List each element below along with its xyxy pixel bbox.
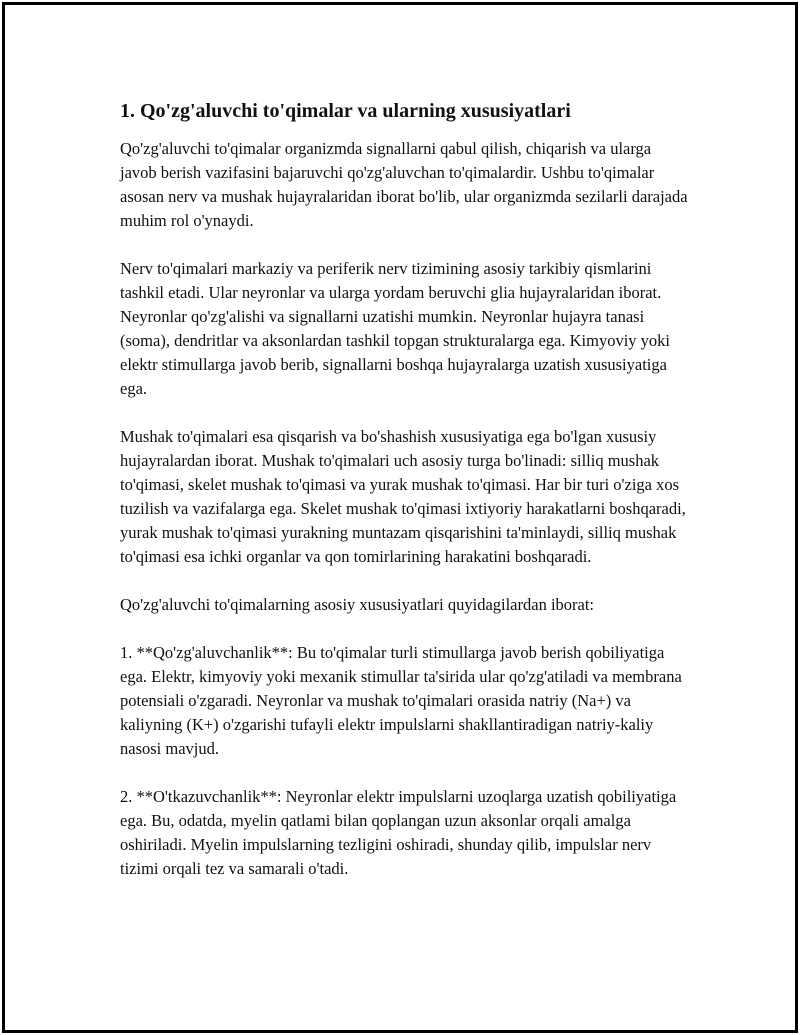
paragraph-nerve-tissue: Nerv to'qimalari markaziy va periferik nerv tizimining asosiy tarkibiy qismlarini tashkil etadi. Ular neyronlar va ularga yordam beruvchi glia hujayralaridan iborat. Neyronlar qo'zg'alishi va signallarni uzatishi mumkin. Neyronlar hujayra tanasi (soma), dendritlar va aksonlardan tashkil topgan strukturalarga ega. Kimyoviy yoki elektr stimullarga javob berib, signallarni boshqa hujayralarga uzatish xususiyatiga ega. bbox=[120, 259, 671, 398]
paragraph-conductivity: 2. **O'tkazuvchanlik**: Neyronlar elektr impulslarni uzoqlarga uzatish qobiliyatiga ega. Bu, odatda, myelin qatlami bilan qoplangan uzun aksonlar orqali amalga oshiriladi. Myelin impulslarning tezligini oshiradi, shunday qilib, impulslar nerv tizimi orqali tez va samarali o'tadi. bbox=[120, 787, 677, 878]
document-title: 1. Qo'zg'aluvchi to'qimalar va ularning xususiyatlari bbox=[120, 100, 571, 122]
paragraph-intro: Qo'zg'aluvchi to'qimalar organizmda signallarni qabul qilish, chiqarish va ularga javob berish vazifasini bajaruvchi qo'zg'aluvchan to'qimalardir. Ushbu to'qimalar asosan nerv va mushak hujayralaridan iborat bo'lib, ular organizmda sezilarli darajada muhim rol o'ynaydi. bbox=[120, 139, 688, 230]
page-frame bbox=[2, 2, 798, 1033]
paragraph-properties-intro: Qo'zg'aluvchi to'qimalarning asosiy xususiyatlari quyidagilardan iborat: bbox=[120, 595, 595, 614]
paragraph-excitability: 1. **Qo'zg'aluvchanlik**: Bu to'qimalar turli stimullarga javob berish qobiliyatiga ega. Elektr, kimyoviy yoki mexanik stimullar ta'sirida ular qo'zg'atiladi va membrana potensiali o'zgaradi. Neyronlar va mushak to'qimalari orasida natriy (Na+) va kaliyning (K+) o'zgarishi tufayli elektr impulslarni shakllantiradigan natriy-kaliy nasosi mavjud. bbox=[120, 643, 682, 758]
document-body bbox=[120, 97, 690, 905]
paragraph-muscle-tissue: Mushak to'qimalari esa qisqarish va bo'shashish xususiyatiga ega bo'lgan xususiy hujayralardan iborat. Mushak to'qimalari uch asosiy turga bo'linadi: silliq mushak to'qimasi, skelet mushak to'qimasi va yurak mushak to'qimasi. Har bir turi o'ziga xos tuzilish va vazifalarga ega. Skelet mushak to'qimasi ixtiyoriy harakatlarni boshqaradi, yurak mushak to'qimasi yurakning muntazam qisqarishini ta'minlaydi, silliq mushak to'qimasi esa ichki organlar va qon tomirlarining harakatini boshqaradi. bbox=[120, 427, 686, 566]
